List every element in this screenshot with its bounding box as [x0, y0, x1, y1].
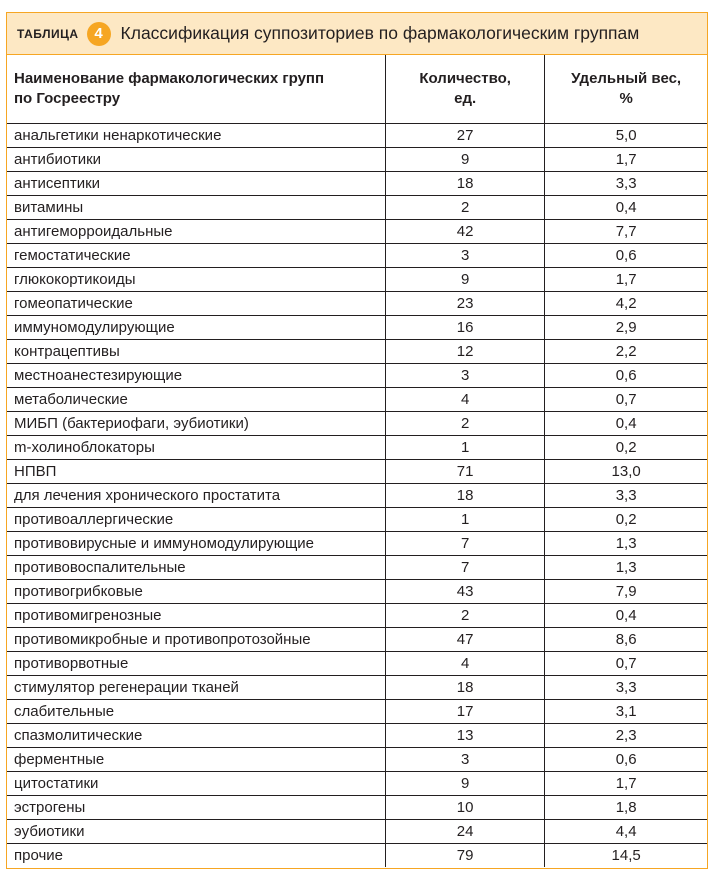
- count-cell: 2: [386, 195, 545, 219]
- share-cell: 0,4: [545, 411, 707, 435]
- table-row: [7, 771, 707, 795]
- table-row: [7, 195, 707, 219]
- count-cell: 3: [386, 747, 545, 771]
- table-row: [7, 675, 707, 699]
- group-name-cell: метаболические: [7, 387, 386, 411]
- share-cell: 2,2: [545, 339, 707, 363]
- count-cell: 12: [386, 339, 545, 363]
- share-cell: 0,2: [545, 507, 707, 531]
- group-name-cell: m-холиноблокаторы: [7, 435, 386, 459]
- table-row: [7, 723, 707, 747]
- table-row: [7, 459, 707, 483]
- group-name-cell: противоаллергические: [7, 507, 386, 531]
- count-cell: 17: [386, 699, 545, 723]
- count-cell: 79: [386, 843, 545, 867]
- group-name-cell: МИБП (бактериофаги, эубиотики): [7, 411, 386, 435]
- count-cell: 9: [386, 267, 545, 291]
- count-cell: 3: [386, 363, 545, 387]
- count-cell: 7: [386, 531, 545, 555]
- share-cell: 0,6: [545, 243, 707, 267]
- table-row: [7, 123, 707, 147]
- table-number-badge: 4: [87, 22, 111, 46]
- table-row: [7, 699, 707, 723]
- group-name-cell: местноанестезирующие: [7, 363, 386, 387]
- share-cell: 8,6: [545, 627, 707, 651]
- table-caption: [7, 13, 707, 55]
- group-name-cell: антибиотики: [7, 147, 386, 171]
- header-share-line2: %: [619, 89, 633, 107]
- share-cell: 7,9: [545, 579, 707, 603]
- share-cell: 1,8: [545, 795, 707, 819]
- group-name-cell: противомикробные и противопротозойные: [7, 627, 386, 651]
- table-row: [7, 387, 707, 411]
- count-cell: 47: [386, 627, 545, 651]
- count-cell: 1: [386, 435, 545, 459]
- table-title: Классификация суппозиториев по фармакологическим группам: [120, 23, 640, 43]
- table-row: [7, 843, 707, 867]
- share-cell: 7,7: [545, 219, 707, 243]
- table-label: ТАБЛИЦА: [17, 26, 79, 41]
- classification-table: [7, 55, 707, 867]
- group-name-cell: гомеопатические: [7, 291, 386, 315]
- table-row: [7, 411, 707, 435]
- share-cell: 1,3: [545, 531, 707, 555]
- share-cell: 3,3: [545, 171, 707, 195]
- count-cell: 71: [386, 459, 545, 483]
- share-cell: 1,7: [545, 147, 707, 171]
- table-row: [7, 219, 707, 243]
- header-count-line2: ед.: [454, 89, 477, 107]
- share-cell: 14,5: [611, 846, 641, 864]
- group-name-cell: анальгетики ненаркотические: [7, 123, 386, 147]
- group-name-cell: витамины: [7, 195, 386, 219]
- group-name-cell: противогрибковые: [7, 579, 386, 603]
- group-name-cell: противовирусные и иммуномодулирующие: [7, 531, 386, 555]
- table-body: [7, 123, 707, 867]
- share-cell: 4,2: [545, 291, 707, 315]
- group-name-cell: стимулятор регенерации тканей: [7, 675, 386, 699]
- share-cell: 3,3: [545, 675, 707, 699]
- share-cell: 0,7: [545, 387, 707, 411]
- share-cell: 2,3: [545, 723, 707, 747]
- share-cell: 1,3: [545, 555, 707, 579]
- table-row: [7, 795, 707, 819]
- table-row: [7, 171, 707, 195]
- table-row: [7, 651, 707, 675]
- table-row: [7, 507, 707, 531]
- table-row: [7, 267, 707, 291]
- group-name-cell: иммуномодулирующие: [7, 315, 386, 339]
- count-cell: 3: [386, 243, 545, 267]
- table-row: [7, 291, 707, 315]
- share-cell: 0,2: [545, 435, 707, 459]
- count-cell: 13: [386, 723, 545, 747]
- header-group-name-line1: Наименование фармакологических групп: [14, 69, 325, 87]
- group-name-cell: эубиотики: [7, 819, 386, 843]
- group-name-cell: НПВП: [7, 459, 386, 483]
- count-cell: 2: [386, 603, 545, 627]
- group-name-cell: гемостатические: [7, 243, 386, 267]
- count-cell: 23: [386, 291, 545, 315]
- group-name-cell: глюкокортикоиды: [7, 267, 386, 291]
- table-frame: [6, 12, 708, 869]
- count-cell: 2: [386, 411, 545, 435]
- group-name-cell: эстрогены: [7, 795, 386, 819]
- group-name-cell: контрацептивы: [7, 339, 386, 363]
- count-cell: 4: [386, 387, 545, 411]
- group-name-cell: цитостатики: [7, 771, 386, 795]
- count-cell: 27: [386, 123, 545, 147]
- share-cell: 1,7: [545, 771, 707, 795]
- table-row: [7, 339, 707, 363]
- table-row: [7, 627, 707, 651]
- count-cell: 18: [386, 675, 545, 699]
- table-row: [7, 147, 707, 171]
- header-row: [7, 55, 707, 123]
- group-name-cell: противомигренозные: [7, 603, 386, 627]
- table-row: [7, 819, 707, 843]
- count-cell: 9: [386, 147, 545, 171]
- share-cell: 0,7: [545, 651, 707, 675]
- count-cell: 4: [386, 651, 545, 675]
- table-row: [7, 435, 707, 459]
- table-row: [7, 579, 707, 603]
- table-row: [7, 603, 707, 627]
- count-cell: 10: [386, 795, 545, 819]
- group-name-cell: противовоспалительные: [7, 555, 386, 579]
- table-row: [7, 363, 707, 387]
- group-name-cell: антисептики: [7, 171, 386, 195]
- group-name-cell: слабительные: [7, 699, 386, 723]
- group-name-cell: для лечения хронического простатита: [7, 483, 386, 507]
- group-name-cell: прочие: [7, 843, 386, 867]
- share-cell: 1,7: [545, 267, 707, 291]
- group-name-cell: антигеморроидальные: [7, 219, 386, 243]
- group-name-cell: противорвотные: [7, 651, 386, 675]
- share-cell: 3,1: [545, 699, 707, 723]
- table-row: [7, 243, 707, 267]
- header-share: [545, 55, 707, 123]
- table-row: [7, 483, 707, 507]
- count-cell: 43: [386, 579, 545, 603]
- table-row: [7, 555, 707, 579]
- group-name-cell: спазмолитические: [7, 723, 386, 747]
- count-cell: 18: [386, 483, 545, 507]
- header-count: [386, 55, 545, 123]
- count-cell: 16: [386, 315, 545, 339]
- table-row: [7, 315, 707, 339]
- header-count-line1: Количество,: [419, 69, 511, 87]
- count-cell: 1: [386, 507, 545, 531]
- share-cell: 4,4: [545, 819, 707, 843]
- count-cell: 18: [386, 171, 545, 195]
- header-group-name-line2: по Госреестру: [14, 89, 121, 107]
- share-cell: 2,9: [545, 315, 707, 339]
- share-cell: 13,0: [545, 459, 707, 483]
- share-cell: 5,0: [545, 123, 707, 147]
- table-row: [7, 747, 707, 771]
- share-cell: 0,6: [545, 363, 707, 387]
- header-group-name: [7, 55, 386, 123]
- group-name-cell: ферментные: [7, 747, 386, 771]
- count-cell: 42: [386, 219, 545, 243]
- share-cell: 0,4: [545, 603, 707, 627]
- count-cell: 9: [386, 771, 545, 795]
- share-cell: 3,3: [545, 483, 707, 507]
- share-cell: 0,4: [545, 195, 707, 219]
- count-cell: 7: [386, 555, 545, 579]
- header-share-line1: Удельный вес,: [571, 69, 682, 87]
- share-cell: 0,6: [545, 747, 707, 771]
- table-row: [7, 531, 707, 555]
- count-cell: 24: [386, 819, 545, 843]
